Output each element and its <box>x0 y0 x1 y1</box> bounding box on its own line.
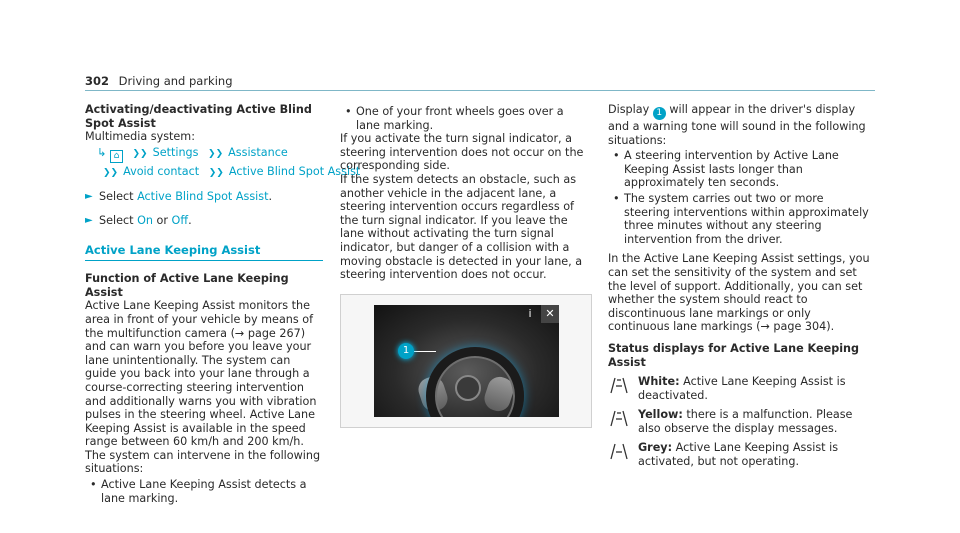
step-arrow-icon: ► <box>85 191 93 203</box>
paragraph-settings: In the Active Lane Keeping Assist settings, you can set the sensitivity of the system and set the level of support. Additionally, you can set whether the system should react to discontinuous lane markings or only continuous lane markings (→ page 304). <box>608 252 870 334</box>
list-item: • Active Lane Keeping Assist detects a lane marking. <box>90 478 307 505</box>
figure-marker: 1 <box>398 343 414 359</box>
heading-status-displays: Status displays for Active Lane Keeping Assist <box>608 341 860 369</box>
subheading-function: Function of Active Lane Keeping Assist <box>85 272 289 299</box>
nav-avoid-contact[interactable]: Avoid contact <box>123 164 200 178</box>
option-on[interactable]: On <box>137 213 153 227</box>
bullet-icon: • <box>345 105 352 118</box>
list-item: • The system carries out two or more steering interventions within approximately three minutes without any steering intervention from the driver. <box>613 191 869 246</box>
chevron-icon: ❯❯ <box>132 148 148 159</box>
chevron-icon: ❯❯ <box>103 167 119 178</box>
lane-keeping-icon <box>608 409 630 427</box>
steering-wheel-figure <box>340 294 592 428</box>
nav-settings[interactable]: Settings <box>152 145 199 159</box>
marker-badge: 1 <box>653 107 666 120</box>
paragraph-situations: The system can intervene in the following situations: <box>85 448 321 476</box>
chevron-icon: ❯❯ <box>208 148 224 159</box>
paragraph-function: Active Lane Keeping Assist monitors the area in front of your vehicle by means of the multifunction camera (→ page 267) and can warn you before you leave your lane unintentionally. The system can guide you back into your lane through a course-correcting steering intervention and additionally warns you with vibration pulses in the steering wheel. Active Lane Keeping Assist is available in the speed range between 60 km/h and 200 km/h. <box>85 299 317 449</box>
list-item: • One of your front wheels goes over a lane marking. <box>345 105 564 132</box>
step-select-on-off: ► Select On or Off. <box>85 213 192 227</box>
page-header <box>85 74 875 91</box>
column-2 <box>340 103 590 428</box>
lane-keeping-icon <box>608 376 630 394</box>
section-title: Driving and parking <box>118 74 233 88</box>
paragraph-turn-signal: If you activate the turn signal indicator, a steering intervention does not occur on the corresponding side. <box>340 132 584 173</box>
close-icon: ✕ <box>541 305 559 323</box>
nav-assistance[interactable]: Assistance <box>228 145 288 159</box>
bullet-icon: • <box>613 149 620 163</box>
marker-leader-line <box>414 351 436 352</box>
status-row-white: White: Active Lane Keeping Assist is deactivated. <box>608 375 870 402</box>
page-number: 302 <box>85 74 110 88</box>
heading-blind-spot: Activating/deactivating Active Blind Spot Assist <box>85 103 312 130</box>
chevron-icon: ❯❯ <box>208 167 224 178</box>
home-icon: ⌂ <box>110 150 123 163</box>
step-arrow-icon: ► <box>85 214 93 226</box>
path-arrow-icon: ↳ <box>97 145 107 159</box>
section-heading-lane-keeping: Active Lane Keeping Assist <box>85 244 323 262</box>
status-row-yellow: Yellow: there is a malfunction. Please also observe the display messages. <box>608 408 870 435</box>
bullet-icon: • <box>90 478 97 492</box>
info-icon: i <box>528 306 532 320</box>
column-1 <box>85 103 361 505</box>
driver-display-screen <box>374 305 559 417</box>
status-row-grey: Grey: Active Lane Keeping Assist is activated, but not operating. <box>608 441 870 468</box>
step-select-assist: ► Select Active Blind Spot Assist. <box>85 190 273 204</box>
bullet-icon: • <box>613 191 620 205</box>
navigation-path <box>85 145 361 181</box>
column-3 <box>608 103 870 469</box>
option-off[interactable]: Off <box>171 213 189 227</box>
nav-blind-spot-assist[interactable]: Active Blind Spot Assist <box>228 164 361 178</box>
paragraph-display: Display 1 will appear in the driver's display and a warning tone will sound in the following situations: <box>608 103 866 147</box>
link-blind-spot-assist[interactable]: Active Blind Spot Assist <box>137 190 269 204</box>
paragraph-obstacle: If the system detects an obstacle, such as another vehicle in the adjacent lane, a steering intervention occurs regardless of the turn signal indicator. If you leave the lane without activating the turn signal indicator, but danger of a collision with a moving obstacle is detected in your lane, a steering intervention does not occur. <box>340 172 583 282</box>
steering-hub-graphic <box>455 375 481 401</box>
system-label: Multimedia system: <box>85 130 195 144</box>
lane-keeping-icon <box>608 442 630 460</box>
list-item: • A steering intervention by Active Lane Keeping Assist lasts longer than approximately ten seconds. <box>613 149 839 190</box>
